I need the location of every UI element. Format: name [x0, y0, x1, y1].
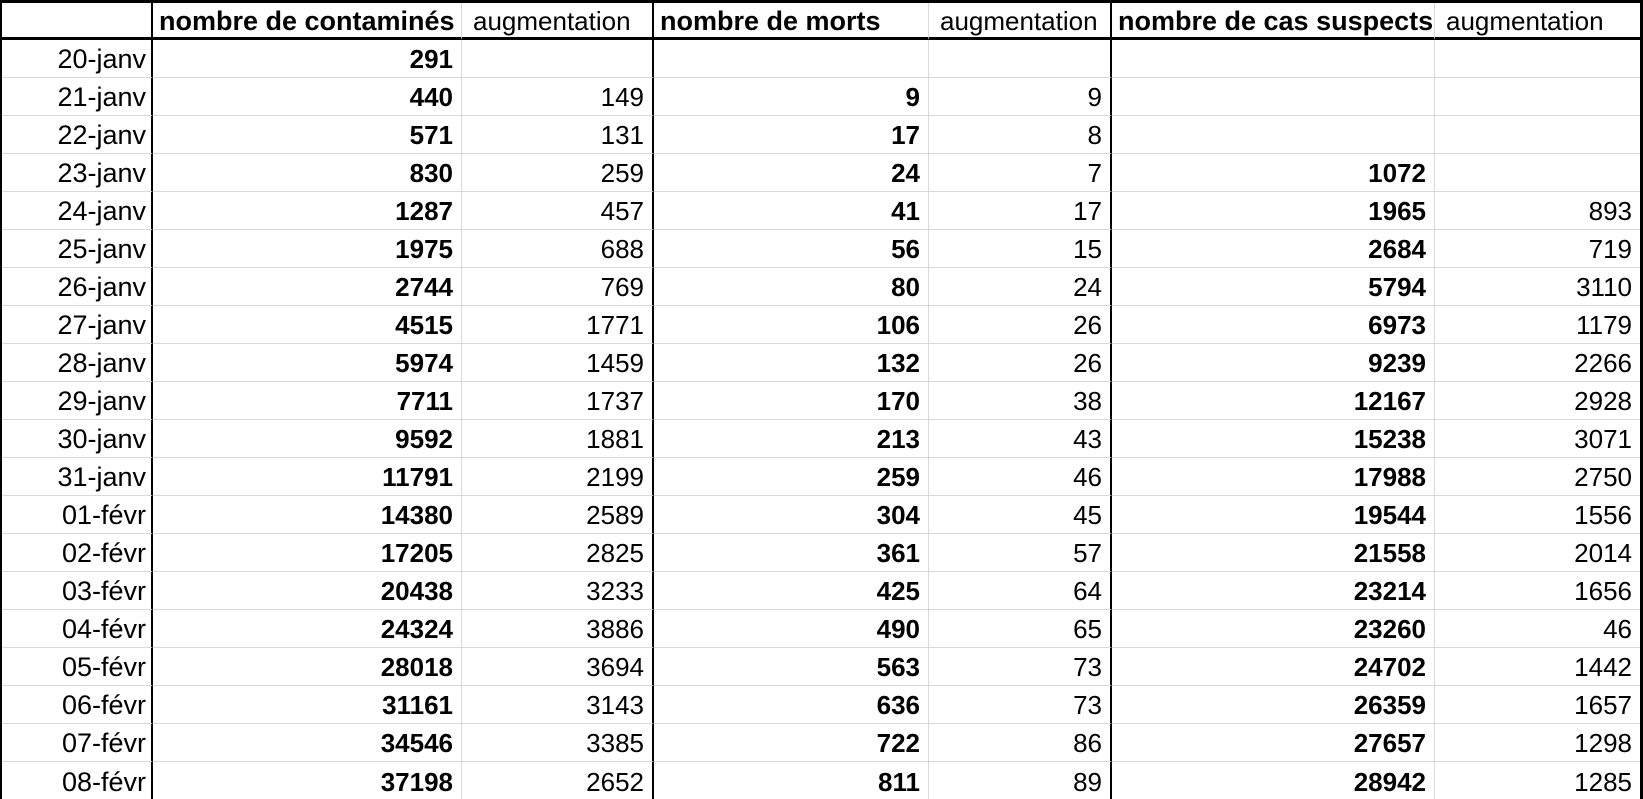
contamines-cell[interactable]: 20438	[153, 572, 462, 610]
contamines-cell[interactable]: 5974	[153, 344, 462, 382]
date-cell[interactable]: 07-févr	[2, 724, 153, 762]
aug-morts-cell[interactable]: 38	[929, 382, 1112, 420]
suspects-cell[interactable]: 9239	[1112, 344, 1435, 382]
date-cell[interactable]: 05-févr	[2, 648, 153, 686]
contamines-cell[interactable]: 14380	[153, 496, 462, 534]
contamines-cell[interactable]: 7711	[153, 382, 462, 420]
suspects-cell[interactable]: 27657	[1112, 724, 1435, 762]
aug-morts-cell[interactable]: 26	[929, 344, 1112, 382]
aug-morts-cell[interactable]: 8	[929, 116, 1112, 154]
date-cell[interactable]: 22-janv	[2, 116, 153, 154]
suspects-cell[interactable]: 1965	[1112, 192, 1435, 230]
column-header-date[interactable]	[2, 3, 153, 40]
aug-contamines-cell[interactable]: 2589	[462, 496, 654, 534]
aug-contamines-cell[interactable]: 688	[462, 230, 654, 268]
contamines-cell[interactable]: 9592	[153, 420, 462, 458]
suspects-cell[interactable]: 5794	[1112, 268, 1435, 306]
aug-contamines-cell[interactable]	[462, 40, 654, 78]
column-header-augmentation-morts[interactable]: augmentation	[929, 3, 1112, 40]
contamines-cell[interactable]: 34546	[153, 724, 462, 762]
suspects-cell[interactable]: 24702	[1112, 648, 1435, 686]
date-cell[interactable]: 02-févr	[2, 534, 153, 572]
column-header-cas-suspects[interactable]: nombre de cas suspects	[1112, 3, 1435, 40]
date-cell[interactable]: 25-janv	[2, 230, 153, 268]
contamines-cell[interactable]: 1975	[153, 230, 462, 268]
morts-cell[interactable]: 563	[654, 648, 929, 686]
aug-suspects-cell[interactable]: 1179	[1435, 306, 1640, 344]
contamines-cell[interactable]: 1287	[153, 192, 462, 230]
aug-morts-cell[interactable]: 24	[929, 268, 1112, 306]
aug-contamines-cell[interactable]: 769	[462, 268, 654, 306]
morts-cell[interactable]: 361	[654, 534, 929, 572]
aug-contamines-cell[interactable]: 131	[462, 116, 654, 154]
contamines-cell[interactable]: 11791	[153, 458, 462, 496]
suspects-cell[interactable]: 2684	[1112, 230, 1435, 268]
morts-cell[interactable]: 811	[654, 762, 929, 799]
morts-cell[interactable]: 9	[654, 78, 929, 116]
aug-morts-cell[interactable]: 43	[929, 420, 1112, 458]
column-header-morts[interactable]: nombre de morts	[654, 3, 929, 40]
morts-cell[interactable]: 132	[654, 344, 929, 382]
aug-suspects-cell[interactable]: 1285	[1574, 766, 1632, 797]
morts-cell[interactable]: 722	[654, 724, 929, 762]
aug-suspects-cell[interactable]: 2014	[1435, 534, 1640, 572]
date-cell[interactable]: 08-févr	[2, 762, 153, 799]
aug-morts-cell[interactable]: 57	[929, 534, 1112, 572]
contamines-cell[interactable]: 37198	[153, 762, 462, 799]
aug-suspects-cell[interactable]: 1442	[1435, 648, 1640, 686]
aug-contamines-cell[interactable]: 149	[462, 78, 654, 116]
column-header-augmentation-contamines[interactable]: augmentation	[462, 3, 654, 40]
aug-morts-cell[interactable]: 65	[929, 610, 1112, 648]
contamines-cell[interactable]: 440	[153, 78, 462, 116]
date-cell[interactable]: 29-janv	[2, 382, 153, 420]
morts-cell[interactable]: 56	[654, 230, 929, 268]
aug-contamines-cell[interactable]: 3886	[462, 610, 654, 648]
aug-morts-cell[interactable]: 89	[929, 762, 1112, 799]
date-cell[interactable]: 23-janv	[2, 154, 153, 192]
contamines-cell[interactable]: 17205	[153, 534, 462, 572]
aug-suspects-cell[interactable]: 46	[1435, 610, 1640, 648]
aug-contamines-cell[interactable]: 2825	[462, 534, 654, 572]
date-cell[interactable]: 24-janv	[2, 192, 153, 230]
aug-suspects-cell[interactable]: 719	[1435, 230, 1640, 268]
suspects-cell[interactable]: 23214	[1112, 572, 1435, 610]
suspects-cell[interactable]	[1112, 40, 1435, 78]
column-header-contamines[interactable]: nombre de contaminés	[153, 3, 462, 40]
date-cell[interactable]: 27-janv	[2, 306, 153, 344]
contamines-cell[interactable]: 291	[153, 40, 462, 78]
morts-cell[interactable]: 425	[654, 572, 929, 610]
aug-morts-cell[interactable]: 64	[929, 572, 1112, 610]
aug-morts-cell[interactable]: 46	[929, 458, 1112, 496]
aug-contamines-cell[interactable]: 457	[462, 192, 654, 230]
contamines-cell[interactable]: 2744	[153, 268, 462, 306]
date-cell[interactable]: 28-janv	[2, 344, 153, 382]
morts-cell[interactable]: 17	[654, 116, 929, 154]
aug-contamines-cell[interactable]: 1771	[462, 306, 654, 344]
aug-suspects-cell[interactable]	[1435, 154, 1640, 192]
date-cell[interactable]: 03-févr	[2, 572, 153, 610]
morts-cell[interactable]: 170	[654, 382, 929, 420]
date-cell[interactable]: 20-janv	[2, 40, 153, 78]
morts-cell[interactable]: 304	[654, 496, 929, 534]
aug-contamines-cell[interactable]: 1737	[462, 382, 654, 420]
morts-cell[interactable]: 636	[654, 686, 929, 724]
morts-cell[interactable]: 106	[654, 306, 929, 344]
aug-suspects-cell[interactable]: 893	[1435, 192, 1640, 230]
date-cell[interactable]: 31-janv	[2, 458, 153, 496]
aug-suspects-cell[interactable]: 2266	[1435, 344, 1640, 382]
date-cell[interactable]: 06-févr	[2, 686, 153, 724]
morts-cell[interactable]: 259	[654, 458, 929, 496]
suspects-cell[interactable]: 15238	[1112, 420, 1435, 458]
suspects-cell[interactable]: 1072	[1112, 154, 1435, 192]
date-cell[interactable]: 04-févr	[2, 610, 153, 648]
aug-morts-cell[interactable]: 45	[929, 496, 1112, 534]
morts-cell[interactable]: 490	[654, 610, 929, 648]
aug-suspects-cell[interactable]: 3071	[1435, 420, 1640, 458]
aug-contamines-cell[interactable]: 3143	[462, 686, 654, 724]
suspects-cell[interactable]: 26359	[1112, 686, 1435, 724]
contamines-cell[interactable]: 4515	[153, 306, 462, 344]
contamines-cell[interactable]: 28018	[153, 648, 462, 686]
aug-contamines-cell[interactable]: 2652	[462, 762, 654, 799]
aug-suspects-cell[interactable]: 1556	[1435, 496, 1640, 534]
aug-contamines-cell[interactable]: 3233	[462, 572, 654, 610]
contamines-cell[interactable]: 31161	[153, 686, 462, 724]
aug-contamines-cell[interactable]: 2199	[462, 458, 654, 496]
morts-cell[interactable]: 80	[654, 268, 929, 306]
aug-morts-cell[interactable]: 9	[929, 78, 1112, 116]
suspects-cell[interactable]: 12167	[1112, 382, 1435, 420]
aug-morts-cell[interactable]: 26	[929, 306, 1112, 344]
aug-suspects-cell[interactable]: 1657	[1435, 686, 1640, 724]
suspects-cell[interactable]: 19544	[1112, 496, 1435, 534]
aug-suspects-cell[interactable]	[1435, 116, 1640, 154]
suspects-cell[interactable]: 21558	[1112, 534, 1435, 572]
aug-morts-cell[interactable]: 86	[929, 724, 1112, 762]
aug-morts-cell[interactable]	[929, 40, 1112, 78]
aug-morts-cell[interactable]: 7	[929, 154, 1112, 192]
aug-morts-cell[interactable]: 17	[929, 192, 1112, 230]
aug-morts-cell[interactable]: 15	[929, 230, 1112, 268]
aug-suspects-cell[interactable]: 2928	[1435, 382, 1640, 420]
date-cell[interactable]: 01-févr	[2, 496, 153, 534]
aug-contamines-cell[interactable]: 3385	[462, 724, 654, 762]
suspects-cell[interactable]: 17988	[1112, 458, 1435, 496]
aug-suspects-cell[interactable]: 1298	[1435, 724, 1640, 762]
suspects-cell[interactable]: 23260	[1112, 610, 1435, 648]
aug-contamines-cell[interactable]: 3694	[462, 648, 654, 686]
aug-morts-cell[interactable]: 73	[929, 686, 1112, 724]
suspects-cell[interactable]: 6973	[1112, 306, 1435, 344]
suspects-cell[interactable]: 28942	[1112, 762, 1435, 799]
aug-suspects-cell[interactable]: 2750	[1435, 458, 1640, 496]
morts-cell[interactable]: 41	[654, 192, 929, 230]
aug-contamines-cell[interactable]: 259	[462, 154, 654, 192]
contamines-cell[interactable]: 830	[153, 154, 462, 192]
contamines-cell[interactable]: 571	[153, 116, 462, 154]
morts-cell[interactable]	[654, 40, 929, 78]
date-cell[interactable]: 26-janv	[2, 268, 153, 306]
date-cell[interactable]: 21-janv	[2, 78, 153, 116]
aug-contamines-cell[interactable]: 1881	[462, 420, 654, 458]
aug-suspects-cell[interactable]	[1435, 78, 1640, 116]
contamines-cell[interactable]: 24324	[153, 610, 462, 648]
aug-suspects-cell[interactable]	[1435, 40, 1640, 78]
morts-cell[interactable]: 213	[654, 420, 929, 458]
suspects-cell[interactable]	[1112, 78, 1435, 116]
aug-morts-cell[interactable]: 73	[929, 648, 1112, 686]
aug-contamines-cell[interactable]: 1459	[462, 344, 654, 382]
morts-cell[interactable]: 24	[654, 154, 929, 192]
suspects-cell[interactable]	[1112, 116, 1435, 154]
date-cell[interactable]: 30-janv	[2, 420, 153, 458]
aug-suspects-cell[interactable]: 3110	[1435, 268, 1640, 306]
aug-suspects-cell[interactable]: 1656	[1435, 572, 1640, 610]
column-header-augmentation-suspects[interactable]: augmentation	[1435, 3, 1640, 40]
